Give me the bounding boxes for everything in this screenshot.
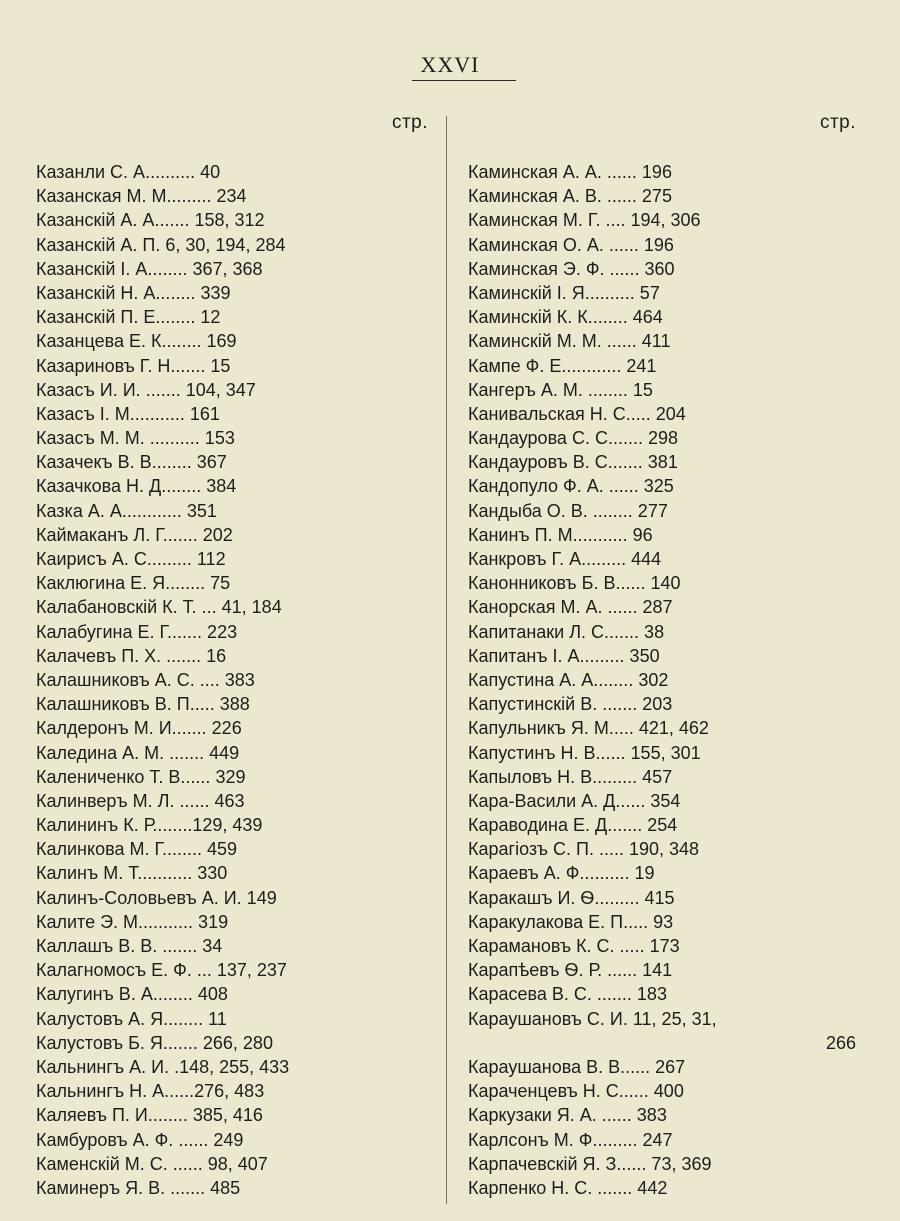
entry-text: Каминскій М. М. ...... 411: [468, 331, 671, 352]
entry-text: Казасъ И. И. ....... 104, 347: [36, 379, 256, 400]
index-entry: [468, 1079, 856, 1103]
index-entry: [36, 233, 428, 257]
entry-text: Канорская М. А. ...... 287: [468, 597, 673, 618]
index-entry: [468, 378, 856, 402]
entry-text: Капустина А. А........ 302: [468, 669, 669, 690]
entry-text: Калагномосъ Е. Ф. ... 137, 237: [36, 960, 287, 981]
index-entry: [468, 547, 856, 571]
index-entry: [36, 305, 428, 329]
index-entry: [468, 837, 856, 861]
entry-text: Капитанъ І. А......... 350: [468, 645, 660, 666]
index-entry: [36, 813, 428, 837]
index-entry: [468, 716, 856, 740]
entry-text: Каляевъ П. И........ 385, 416: [36, 1105, 263, 1126]
index-entry: [36, 208, 428, 232]
entry-text: Калениченко Т. В...... 329: [36, 766, 246, 787]
page-number: XXVI: [420, 52, 480, 77]
entry-text: Кандыба О. В. ........ 277: [468, 500, 668, 521]
index-entry: [468, 741, 856, 765]
entry-text: Канинъ П. М........... 96: [468, 524, 653, 545]
index-entry: [468, 450, 856, 474]
entry-text: Капульникъ Я. М..... 421, 462: [468, 718, 709, 739]
entry-text: Карпенко Н. С. ....... 442: [468, 1177, 668, 1198]
index-entry: [36, 474, 428, 498]
entry-text: Каминская О. А. ...... 196: [468, 234, 674, 255]
index-entry: [468, 329, 856, 353]
entry-text: Калустовъ А. Я........ 11: [36, 1008, 227, 1029]
entry-text: Казасъ І. М........... 161: [36, 403, 220, 424]
index-entry: [468, 474, 856, 498]
index-entry: [36, 547, 428, 571]
entry-text: Каймаканъ Л. Г....... 202: [36, 524, 233, 545]
entry-text: Каминская М. Г. .... 194, 306: [468, 210, 701, 231]
index-entry: [468, 765, 856, 789]
entry-text: Калачевъ П. Х. ....... 16: [36, 645, 227, 666]
index-entry: [468, 1176, 856, 1200]
entry-text: Карпачевскій Я. З...... 73, 369: [468, 1153, 712, 1174]
index-entry: [468, 402, 856, 426]
index-entry: [468, 982, 856, 1006]
entry-text: Казанцева Е. К........ 169: [36, 331, 237, 352]
entry-text: Карагіозъ С. П. ..... 190, 348: [468, 839, 700, 860]
index-entry: [468, 281, 856, 305]
index-entry: [36, 281, 428, 305]
index-entry: [36, 257, 428, 281]
entry-text: Казанли С. А.......... 40: [36, 162, 221, 182]
index-entry: [468, 160, 856, 184]
index-entry: [36, 1176, 428, 1200]
index-entry: [36, 1079, 428, 1103]
index-entry: [36, 160, 428, 184]
entry-text: Карасева В. С. ....... 183: [468, 984, 667, 1005]
index-entry: [468, 620, 856, 644]
index-entry: [36, 378, 428, 402]
index-entry: [36, 1055, 428, 1079]
entry-text: Кампе Ф. Е............ 241: [468, 355, 657, 376]
right-page-header: стр.: [819, 112, 856, 133]
index-entry: [468, 499, 856, 523]
entry-text: Калустовъ Б. Я....... 266, 280: [36, 1032, 273, 1053]
index-entry: [468, 1152, 856, 1176]
entry-text: Карапѣевъ Ѳ. Р. ...... 141: [468, 960, 673, 981]
index-entry: [468, 861, 856, 885]
index-entry: [36, 934, 428, 958]
index-entry: [36, 402, 428, 426]
index-entry: [468, 1128, 856, 1152]
entry-text: Казанская М. М......... 234: [36, 186, 247, 207]
entry-text: Каменскій М. С. ...... 98, 407: [36, 1153, 268, 1174]
index-entry: [36, 620, 428, 644]
left-entry-list: [36, 160, 428, 1200]
index-entry: [36, 982, 428, 1006]
index-entry: [36, 450, 428, 474]
index-entry: [468, 910, 856, 934]
entry-text: Каледина А. М. ....... 449: [36, 742, 240, 763]
index-entry: [36, 837, 428, 861]
entry-text: Карамановъ К. С. ..... 173: [468, 936, 680, 956]
entry-text: Калинверъ М. Л. ...... 463: [36, 790, 245, 811]
entry-text: Кандопуло Ф. А. ...... 325: [468, 476, 674, 497]
entry-text: Каминская Э. Ф. ...... 360: [468, 258, 675, 279]
entry-text: Калинкова М. Г........ 459: [36, 839, 238, 860]
entry-text: Кальнингъ А. И. .148, 255, 433: [36, 1056, 290, 1077]
entry-text: Каминскій К. К........ 464: [468, 307, 663, 328]
index-entry: [36, 595, 428, 619]
entry-text: Калинъ М. Т........... 330: [36, 863, 228, 884]
page-number-rule: [412, 80, 516, 81]
index-entry: [468, 184, 856, 208]
entry-text: Казариновъ Г. Н....... 15: [36, 355, 231, 376]
entry-text: Казанскій Н. А........ 339: [36, 282, 231, 303]
index-entry: [468, 523, 856, 547]
index-entry: [468, 813, 856, 837]
index-entry: [468, 257, 856, 281]
entry-text: Каклюгина Е. Я........ 75: [36, 573, 231, 594]
entry-text: Казасъ М. М. .......... 153: [36, 428, 235, 449]
entry-text: Казанскій А. А....... 158, 312: [36, 210, 265, 231]
entry-text: Кандаурова С. С....... 298: [468, 428, 678, 449]
left-index-column: [36, 112, 428, 1200]
entry-text: Каминскій І. Я.......... 57: [468, 282, 660, 303]
left-page-header: стр.: [391, 112, 428, 133]
index-entry: [468, 426, 856, 450]
index-entry: [36, 1128, 428, 1152]
index-entry: [468, 595, 856, 619]
index-entry: [36, 861, 428, 885]
index-entry: [468, 886, 856, 910]
index-entry: [468, 692, 856, 716]
index-entry: [36, 1152, 428, 1176]
entry-text: Караченцевъ Н. С...... 400: [468, 1081, 684, 1102]
entry-text: Кальнингъ Н. А......276, 483: [36, 1081, 265, 1102]
index-entry: [468, 1103, 856, 1127]
entry-text: Калугинъ В. А........ 408: [36, 984, 228, 1005]
entry-text: Калабановскій К. Т. ... 41, 184: [36, 597, 282, 618]
entry-text: Калининъ К. Р........129, 439: [36, 815, 263, 836]
index-entry: [468, 354, 856, 378]
index-entry: [36, 644, 428, 668]
index-entry: [36, 329, 428, 353]
index-entry: [468, 789, 856, 813]
entry-text: Казачкова Н. Д........ 384: [36, 476, 237, 497]
entry-text: Калинъ-Соловьевъ А. И. 149: [36, 887, 277, 908]
entry-text: Калите Э. М........... 319: [36, 911, 229, 932]
entry-text: Каллашъ В. В. ....... 34: [36, 936, 223, 956]
entry-text: Каракулакова Е. П..... 93: [468, 911, 674, 932]
index-entry: [36, 1031, 428, 1055]
entry-text: Каракашъ И. Ѳ......... 415: [468, 887, 675, 908]
entry-text: Казачекъ В. В........ 367: [36, 452, 227, 473]
entry-text: Капыловъ Н. В......... 457: [468, 766, 673, 787]
index-entry: [36, 523, 428, 547]
index-entry: [36, 958, 428, 982]
index-entry: [36, 741, 428, 765]
entry-text: Камбуровъ А. Ф. ...... 249: [36, 1129, 244, 1150]
entry-text: Караушановъ С. И. 11, 25, 31,: [468, 1008, 717, 1029]
index-entry: [468, 934, 856, 958]
index-entry: [36, 1103, 428, 1127]
entry-text: Канивальская Н. С..... 204: [468, 403, 686, 424]
index-entry: [468, 1007, 856, 1031]
index-entry: [36, 668, 428, 692]
entry-text: Канкровъ Г. А......... 444: [468, 549, 662, 569]
entry-text: Калабугина Е. Г....... 223: [36, 621, 238, 642]
continuation-page-number: 266: [825, 1032, 856, 1053]
index-entry: [36, 354, 428, 378]
index-entry: [36, 426, 428, 450]
right-index-column: [468, 112, 856, 1200]
entry-text: Кандауровъ В. С....... 381: [468, 452, 678, 473]
entry-text: Караевъ А. Ф.......... 19: [468, 863, 655, 884]
index-entry: [36, 716, 428, 740]
entry-text: Караводина Е. Д....... 254: [468, 815, 678, 836]
index-entry: [468, 305, 856, 329]
entry-text: Капустинскій В. ....... 203: [468, 694, 673, 715]
index-entry: [468, 1055, 856, 1079]
entry-text: Кара-Васили А. Д...... 354: [468, 790, 681, 811]
index-entry: [36, 499, 428, 523]
entry-text: Кангеръ А. М. ........ 15: [468, 379, 653, 400]
entry-text: Казка А. А............ 351: [36, 500, 217, 521]
entry-text: Каминская А. А. ...... 196: [468, 162, 672, 182]
entry-text: Каркузаки Я. А. ...... 383: [468, 1105, 667, 1126]
index-entry: [36, 571, 428, 595]
index-entry: [468, 668, 856, 692]
entry-text: Канонниковъ Б. В...... 140: [468, 573, 681, 594]
entry-text: Каминская А. В. ...... 275: [468, 186, 672, 207]
column-divider: [446, 116, 447, 1204]
entry-text: Калашниковъ А. С. .... 383: [36, 669, 255, 690]
index-entry: [36, 910, 428, 934]
index-entry: [468, 208, 856, 232]
index-entry: [36, 789, 428, 813]
entry-text: Казанскій А. П. 6, 30, 194, 284: [36, 234, 286, 255]
entry-text: Казанскій І. А........ 367, 368: [36, 258, 263, 279]
entry-text: Калашниковъ В. П..... 388: [36, 694, 250, 715]
index-entry: [468, 644, 856, 668]
entry-text: Каминеръ Я. В. ....... 485: [36, 1177, 241, 1198]
index-entry: [36, 184, 428, 208]
entry-text: Капустинъ Н. В...... 155, 301: [468, 742, 701, 763]
index-entry: [36, 692, 428, 716]
entry-text: Капитанаки Л. С....... 38: [468, 621, 665, 642]
index-entry: [36, 1007, 428, 1031]
right-entry-list: [468, 160, 856, 1200]
index-entry: [36, 886, 428, 910]
entry-text: Казанскій П. Е........ 12: [36, 307, 221, 328]
entry-text: Караушанова В. В...... 267: [468, 1056, 686, 1077]
entry-text: Карлсонъ М. Ф......... 247: [468, 1129, 673, 1150]
entry-text: Калдеронъ М. И....... 226: [36, 718, 242, 739]
index-entry: [468, 571, 856, 595]
index-entry: [468, 233, 856, 257]
entry-text: Каирисъ А. С......... 112: [36, 549, 226, 569]
index-entry: [468, 958, 856, 982]
index-entry: [36, 765, 428, 789]
